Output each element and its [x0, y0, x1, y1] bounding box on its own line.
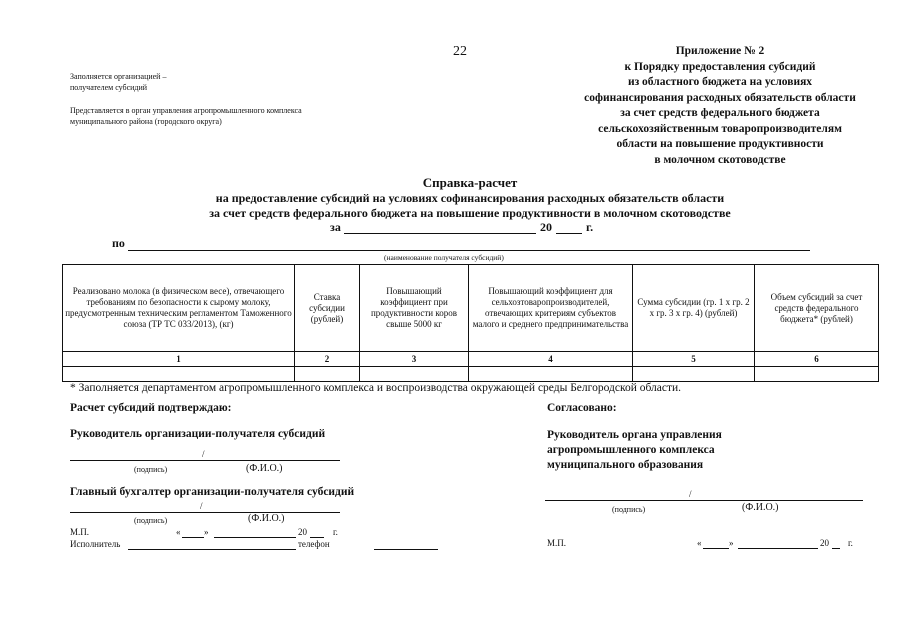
quote-open: « — [697, 538, 702, 548]
po-label: по — [112, 236, 125, 250]
table-cell[interactable] — [63, 367, 295, 382]
table-row — [63, 367, 879, 382]
sign-caption: (подпись) — [134, 465, 168, 474]
authority-head-line-2: агропромышленного комплекса — [547, 444, 715, 456]
column-header: Объем субсидий за счет средств федерального бюджета* (рублей) — [755, 265, 879, 352]
authority-head-line-3: муниципального образования — [547, 459, 704, 471]
table-cell[interactable] — [469, 367, 633, 382]
year-prefix: 20 — [820, 538, 829, 548]
za-label: за — [330, 220, 341, 234]
column-number: 3 — [360, 352, 469, 367]
column-number: 4 — [469, 352, 633, 367]
submitted-to-note — [70, 105, 302, 127]
year-suffix: г. — [848, 538, 853, 548]
fio-caption: (Ф.И.О.) — [246, 463, 283, 474]
authority-signature-line[interactable] — [545, 500, 863, 501]
column-number: 5 — [633, 352, 755, 367]
agreed-heading: Согласовано: — [547, 402, 617, 414]
column-header: Реализовано молока (в физическом весе), отвечающего требованиям по безопасности к сырому молоку, предусмотренным техническим регламентом Таможенного союза (ТР ТС 033/2013), (кг) — [63, 265, 295, 352]
column-number: 6 — [755, 352, 879, 367]
column-number: 2 — [295, 352, 360, 367]
appendix-line: за счет средств федерального бюджета — [620, 107, 820, 119]
month-field[interactable] — [214, 537, 296, 538]
fio-caption: (Ф.И.О.) — [248, 513, 285, 524]
column-header: Повышающий коэффициент для сельхозтоваропроизводителей, отвечающих критериям субъектов малого и среднего предпринимательства — [469, 265, 633, 352]
appendix-block — [560, 44, 880, 168]
sign-caption: (подпись) — [134, 516, 168, 525]
document-subtitle-1: на предоставление субсидий на условиях софинансирования расходных обязательств области — [215, 191, 725, 205]
appendix-line: из областного бюджета на условиях — [627, 76, 813, 88]
day-field[interactable] — [703, 548, 729, 549]
quote-close: » — [204, 527, 209, 537]
appendix-line: области на повышение продуктивности — [616, 138, 824, 150]
appendix-line: софинансирования расходных обязательств области — [584, 91, 856, 104]
column-number-row — [63, 352, 879, 367]
submitted-line-1: Представляется в орган управления агропромышленного комплекса — [70, 106, 302, 115]
table-header-row — [63, 265, 879, 352]
table-cell[interactable] — [755, 367, 879, 382]
recipient-name-field[interactable] — [128, 250, 810, 251]
year-field[interactable] — [310, 537, 324, 538]
appendix-line: к Порядку предоставления субсидий — [624, 60, 816, 73]
head-signature-line[interactable] — [70, 460, 340, 461]
filled-by-note — [70, 71, 166, 93]
submitted-line-2: муниципального района (городского округа) — [70, 117, 222, 126]
phone-label: телефон — [298, 539, 330, 549]
year-suffix: г. — [586, 220, 594, 234]
head-title: Руководитель организации-получателя субсидий — [70, 428, 326, 440]
mp-label: М.П. — [70, 527, 90, 537]
recipient-caption: (наименование получателя субсидий) — [384, 253, 504, 262]
document-title: Справка-расчет — [422, 175, 518, 190]
appendix-line: Приложение № 2 — [675, 45, 765, 57]
month-field[interactable] — [738, 548, 818, 549]
column-number: 1 — [63, 352, 295, 367]
year-field[interactable] — [832, 548, 840, 549]
appendix-line: в молочном скотоводстве — [654, 153, 786, 166]
column-header: Повышающий коэффициент при продуктивности коров свыше 5000 кг — [360, 265, 469, 352]
document-subtitle-2: за счет средств федерального бюджета на повышение продуктивности в молочном скотоводстве — [209, 206, 731, 220]
year-field[interactable] — [556, 233, 582, 234]
quote-close: » — [729, 538, 734, 548]
filled-by-line-1: Заполняется организацией – — [70, 72, 167, 81]
year-prefix: 20 — [540, 220, 552, 234]
accountant-signature-line[interactable] — [70, 512, 340, 513]
confirm-heading: Расчет субсидий подтверждаю: — [70, 402, 232, 414]
table-cell[interactable] — [633, 367, 755, 382]
table-cell[interactable] — [295, 367, 360, 382]
sign-caption: (подпись) — [612, 505, 646, 514]
phone-field[interactable] — [374, 549, 438, 550]
slash: / — [200, 501, 203, 511]
filled-by-line-2: получателем субсидий — [70, 83, 148, 92]
executor-field[interactable] — [128, 549, 296, 550]
quote-open: « — [176, 527, 181, 537]
authority-head-line-1: Руководитель органа управления — [547, 429, 722, 441]
fio-caption: (Ф.И.О.) — [742, 502, 779, 513]
column-header: Сумма субсидии (гр. 1 х гр. 2 х гр. 3 х гр. 4) (рублей) — [633, 265, 755, 352]
date-field[interactable] — [344, 233, 536, 234]
year-suffix: г. — [333, 527, 338, 537]
mp-label: М.П. — [547, 538, 567, 548]
day-field[interactable] — [182, 537, 204, 538]
year-prefix: 20 — [298, 527, 307, 537]
column-header: Ставка субсидии (рублей) — [295, 265, 360, 352]
accountant-title: Главный бухгалтер организации-получателя субсидий — [70, 486, 355, 498]
slash: / — [689, 489, 692, 499]
subsidy-table — [62, 264, 879, 382]
executor-label: Исполнитель — [70, 539, 121, 549]
table-cell[interactable] — [360, 367, 469, 382]
appendix-line: сельскохозяйственным товаропроизводителям — [598, 122, 842, 135]
slash: / — [202, 449, 205, 459]
footnote: * Заполняется департаментом агропромышленного комплекса и воспроизводства окружающей среды Белгородской области. — [70, 382, 682, 394]
page-number: 22 — [453, 44, 467, 59]
